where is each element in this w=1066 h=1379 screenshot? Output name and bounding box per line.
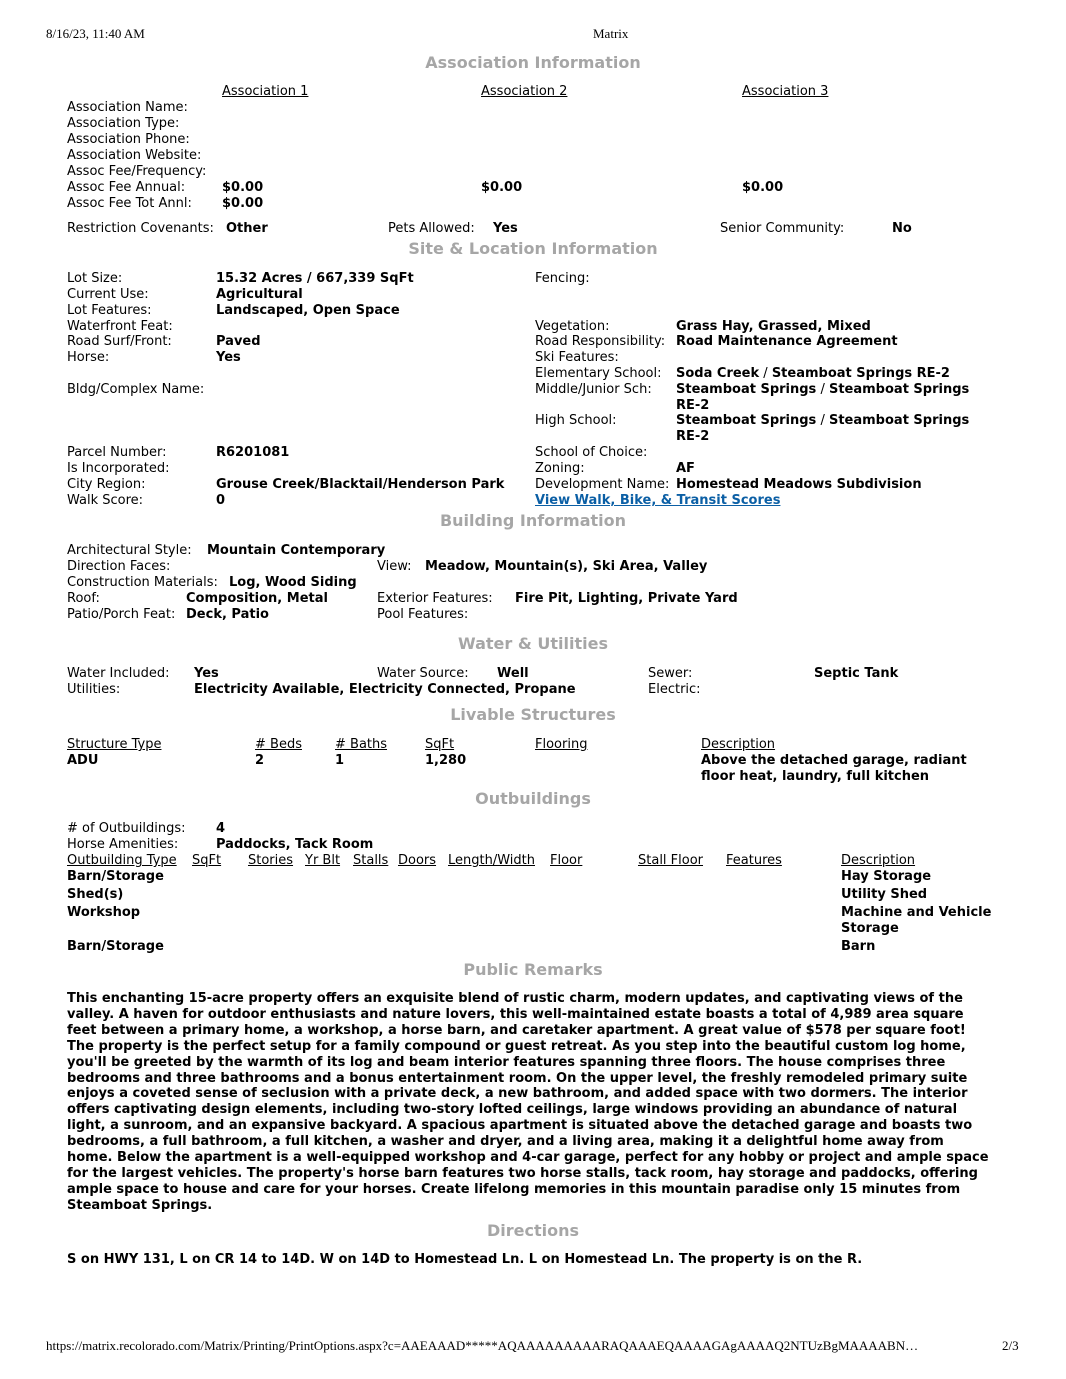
association-website-label: Association Website: bbox=[67, 148, 202, 163]
restriction-covenants-value: Other bbox=[226, 221, 268, 236]
view-label: View: bbox=[377, 559, 412, 574]
direction-faces-label: Direction Faces: bbox=[67, 559, 171, 574]
school-of-choice-label: School of Choice: bbox=[535, 445, 648, 460]
fencing-label: Fencing: bbox=[535, 271, 590, 286]
assoc-fee-frequency-label: Assoc Fee/Frequency: bbox=[67, 164, 207, 179]
elementary-school-label: Elementary School: bbox=[535, 366, 662, 381]
pets-allowed-value: Yes bbox=[493, 221, 518, 236]
association-1-header: Association 1 bbox=[222, 84, 309, 99]
lot-features-value: Landscaped, Open Space bbox=[216, 303, 400, 318]
outbuilding-col-type: Outbuilding Type bbox=[67, 853, 177, 868]
current-use-value: Agricultural bbox=[216, 287, 303, 302]
senior-community-value: No bbox=[892, 221, 912, 236]
pool-features-label: Pool Features: bbox=[377, 607, 469, 622]
sewer-label: Sewer: bbox=[648, 666, 693, 681]
sewer-value: Septic Tank bbox=[814, 666, 899, 681]
arch-style-label: Architectural Style: bbox=[67, 543, 192, 558]
page-number: 2/3 bbox=[1002, 1338, 1019, 1353]
lot-size-value: 15.32 Acres / 667,339 SqFt bbox=[216, 271, 414, 286]
city-region-label: City Region: bbox=[67, 477, 146, 492]
livable-col-flooring: Flooring bbox=[535, 737, 588, 752]
city-region-value: Grouse Creek/Blacktail/Henderson Park bbox=[216, 477, 505, 492]
livable-row-baths: 1 bbox=[335, 753, 345, 768]
outbuilding-row-type: Workshop bbox=[67, 905, 141, 920]
restriction-covenants-label: Restriction Covenants: bbox=[67, 221, 214, 236]
outbuilding-col-stall-floor: Stall Floor bbox=[638, 853, 704, 868]
outbuilding-col-doors: Doors bbox=[398, 853, 437, 868]
livable-row-sqft: 1,280 bbox=[425, 753, 467, 768]
print-title: Matrix bbox=[593, 26, 629, 41]
zoning-value: AF bbox=[676, 461, 695, 476]
water-included-label: Water Included: bbox=[67, 666, 170, 681]
construction-label: Construction Materials: bbox=[67, 575, 218, 590]
livable-row-description: Above the detached garage, radiant floor heat, laundry, full kitchen bbox=[701, 753, 967, 784]
road-surface-label: Road Surf/Front: bbox=[67, 334, 172, 349]
middle-school-label: Middle/Junior Sch: bbox=[535, 382, 652, 397]
outbuilding-row-type: Barn/Storage bbox=[67, 869, 164, 884]
assoc-fee-annual-3: $0.00 bbox=[742, 180, 784, 195]
outbuilding-col-length-width: Length/Width bbox=[448, 853, 535, 868]
outbuilding-col-stalls: Stalls bbox=[353, 853, 389, 868]
outbuilding-col-yr-blt: Yr Blt bbox=[305, 853, 341, 868]
livable-col-beds: # Beds bbox=[255, 737, 302, 752]
print-datetime: 8/16/23, 11:40 AM bbox=[46, 26, 145, 41]
horse-amenities-value: Paddocks, Tack Room bbox=[216, 837, 374, 852]
lot-features-label: Lot Features: bbox=[67, 303, 152, 318]
roof-label: Roof: bbox=[67, 591, 100, 606]
outbuilding-row-description: Barn bbox=[841, 939, 876, 954]
assoc-fee-annual-1: $0.00 bbox=[222, 180, 264, 195]
outbuilding-row-description: Utility Shed bbox=[841, 887, 928, 902]
assoc-fee-total-value: $0.00 bbox=[222, 196, 264, 211]
water-heading: Water & Utilities bbox=[458, 634, 608, 653]
building-heading: Building Information bbox=[439, 511, 627, 530]
print-url: https://matrix.recolorado.com/Matrix/Printing/PrintOptions.aspx?c=AAEAAAD*****AQAAAAAAAAARAQAAAEQAAAAGAgAAAAQ2NTUzBgMAAAABN… bbox=[46, 1338, 919, 1353]
directions-heading: Directions bbox=[486, 1221, 580, 1240]
exterior-features-label: Exterior Features: bbox=[377, 591, 493, 606]
horse-value: Yes bbox=[216, 350, 241, 365]
waterfront-label: Waterfront Feat: bbox=[67, 319, 173, 334]
site-location-heading: Site & Location Information bbox=[408, 239, 658, 258]
outbuilding-col-sqft: SqFt bbox=[192, 853, 222, 868]
water-source-value: Well bbox=[497, 666, 529, 681]
patio-label: Patio/Porch Feat: bbox=[67, 607, 176, 622]
outbuilding-row-description: Hay Storage bbox=[841, 869, 932, 884]
middle-school-value: Steamboat Springs / Steamboat Springs RE-2 bbox=[676, 382, 970, 413]
horse-label: Horse: bbox=[67, 350, 110, 365]
view-value: Meadow, Mountain(s), Ski Area, Valley bbox=[425, 559, 708, 574]
livable-col-structure-type: Structure Type bbox=[67, 737, 162, 752]
outbuilding-row-description: Machine and Vehicle Storage bbox=[841, 905, 992, 936]
outbuilding-row-type: Barn/Storage bbox=[67, 939, 164, 954]
outbuildings-heading: Outbuildings bbox=[475, 789, 591, 808]
is-incorporated-label: Is Incorporated: bbox=[67, 461, 170, 476]
public-remarks-text: This enchanting 15-acre property offers an exquisite blend of rustic charm, modern updates, and captivating views of the valley. A haven for outdoor enthusiasts and nature lovers, this well-maintained estate boasts a total of 4,989 area square feet between a primary home, a workshop, a horse barn, and caretaker apartment. A great value of $578 per square foot! The property is the perfect setup for a family compound or guest retreat. As you step into the beautiful custom log home, you'll be greeted by the warmth of its log and beam interior features spanning three floors. The house comprises three bedrooms and three bathrooms and a bonus entertainment room. On the upper level, the freshly remodeled primary suite enjoys a coveted sense of seclusion with a private deck, a new bathroom, and added space with two dormers. The interior offers captivating design elements, including two-story lofted ceilings, large windows providing an abundance of natural light, a sunroom, and an expansive backyard. A spacious apartment is situated above the detached garage and boasts two bedrooms, a full bathroom, a full kitchen, a washer and dryer, and a living area, making it a delightful home away from home. Below the apartment is a well-equipped workshop and 4-car garage, perfect for any hobby or project and ample space for the largest vehicles. The property's horse barn features two horse stalls, tack room, hay storage and paddocks, offering ample space to house and care for your horses. Create lifelong memories in this mountain paradise only 15 minutes from Steamboat Springs. bbox=[67, 991, 989, 1213]
livable-col-sqft: SqFt bbox=[425, 737, 455, 752]
bldg-complex-label: Bldg/Complex Name: bbox=[67, 382, 205, 397]
vegetation-label: Vegetation: bbox=[535, 319, 610, 334]
outbuildings-count-value: 4 bbox=[216, 821, 226, 836]
lot-size-label: Lot Size: bbox=[67, 271, 123, 286]
high-school-value: Steamboat Springs / Steamboat Springs RE-2 bbox=[676, 413, 970, 444]
public-remarks-heading: Public Remarks bbox=[463, 960, 603, 979]
assoc-fee-annual-2: $0.00 bbox=[481, 180, 523, 195]
road-responsibility-label: Road Responsibility: bbox=[535, 334, 666, 349]
water-source-label: Water Source: bbox=[377, 666, 469, 681]
walk-score-value: 0 bbox=[216, 493, 226, 508]
utilities-label: Utilities: bbox=[67, 682, 121, 697]
current-use-label: Current Use: bbox=[67, 287, 149, 302]
association-2-header: Association 2 bbox=[481, 84, 568, 99]
horse-amenities-label: Horse Amenities: bbox=[67, 837, 179, 852]
road-responsibility-value: Road Maintenance Agreement bbox=[676, 334, 898, 349]
vegetation-value: Grass Hay, Grassed, Mixed bbox=[676, 319, 871, 334]
ski-features-label: Ski Features: bbox=[535, 350, 619, 365]
outbuilding-col-features: Features bbox=[726, 853, 782, 868]
outbuildings-count-label: # of Outbuildings: bbox=[67, 821, 186, 836]
assoc-fee-annual-label: Assoc Fee Annual: bbox=[67, 180, 186, 195]
association-3-header: Association 3 bbox=[742, 84, 829, 99]
association-name-label: Association Name: bbox=[67, 100, 188, 115]
livable-col-baths: # Baths bbox=[335, 737, 388, 752]
roof-value: Composition, Metal bbox=[186, 591, 328, 606]
assoc-fee-total-label: Assoc Fee Tot Annl: bbox=[67, 196, 192, 211]
electric-label: Electric: bbox=[648, 682, 701, 697]
patio-value: Deck, Patio bbox=[186, 607, 269, 622]
livable-heading: Livable Structures bbox=[450, 705, 616, 724]
walk-score-label: Walk Score: bbox=[67, 493, 144, 508]
association-phone-label: Association Phone: bbox=[67, 132, 190, 147]
senior-community-label: Senior Community: bbox=[720, 221, 845, 236]
outbuilding-col-description: Description bbox=[841, 853, 916, 868]
outbuilding-col-stories: Stories bbox=[248, 853, 294, 868]
pets-allowed-label: Pets Allowed: bbox=[388, 221, 475, 236]
construction-value: Log, Wood Siding bbox=[229, 575, 357, 590]
outbuilding-col-floor: Floor bbox=[550, 853, 583, 868]
parcel-number-value: R6201081 bbox=[216, 445, 290, 460]
outbuilding-row-type: Shed(s) bbox=[67, 887, 124, 902]
water-included-value: Yes bbox=[194, 666, 219, 681]
road-surface-value: Paved bbox=[216, 334, 261, 349]
parcel-number-label: Parcel Number: bbox=[67, 445, 167, 460]
development-name-value: Homestead Meadows Subdivision bbox=[676, 477, 922, 492]
exterior-features-value: Fire Pit, Lighting, Private Yard bbox=[515, 591, 738, 606]
utilities-value: Electricity Available, Electricity Connected, Propane bbox=[194, 682, 576, 697]
association-heading: Association Information bbox=[425, 53, 641, 72]
livable-row-beds: 2 bbox=[255, 753, 265, 768]
walk-scores-link[interactable]: View Walk, Bike, & Transit Scores bbox=[535, 493, 781, 508]
association-type-label: Association Type: bbox=[67, 116, 180, 131]
zoning-label: Zoning: bbox=[535, 461, 585, 476]
high-school-label: High School: bbox=[535, 413, 617, 428]
elementary-school-value: Soda Creek / Steamboat Springs RE-2 bbox=[676, 366, 950, 381]
livable-col-description: Description bbox=[701, 737, 776, 752]
arch-style-value: Mountain Contemporary bbox=[207, 543, 386, 558]
directions-text: S on HWY 131, L on CR 14 to 14D. W on 14D to Homestead Ln. L on Homestead Ln. The property is on the R. bbox=[67, 1252, 863, 1267]
livable-row-type: ADU bbox=[67, 753, 99, 768]
development-name-label: Development Name: bbox=[535, 477, 670, 492]
